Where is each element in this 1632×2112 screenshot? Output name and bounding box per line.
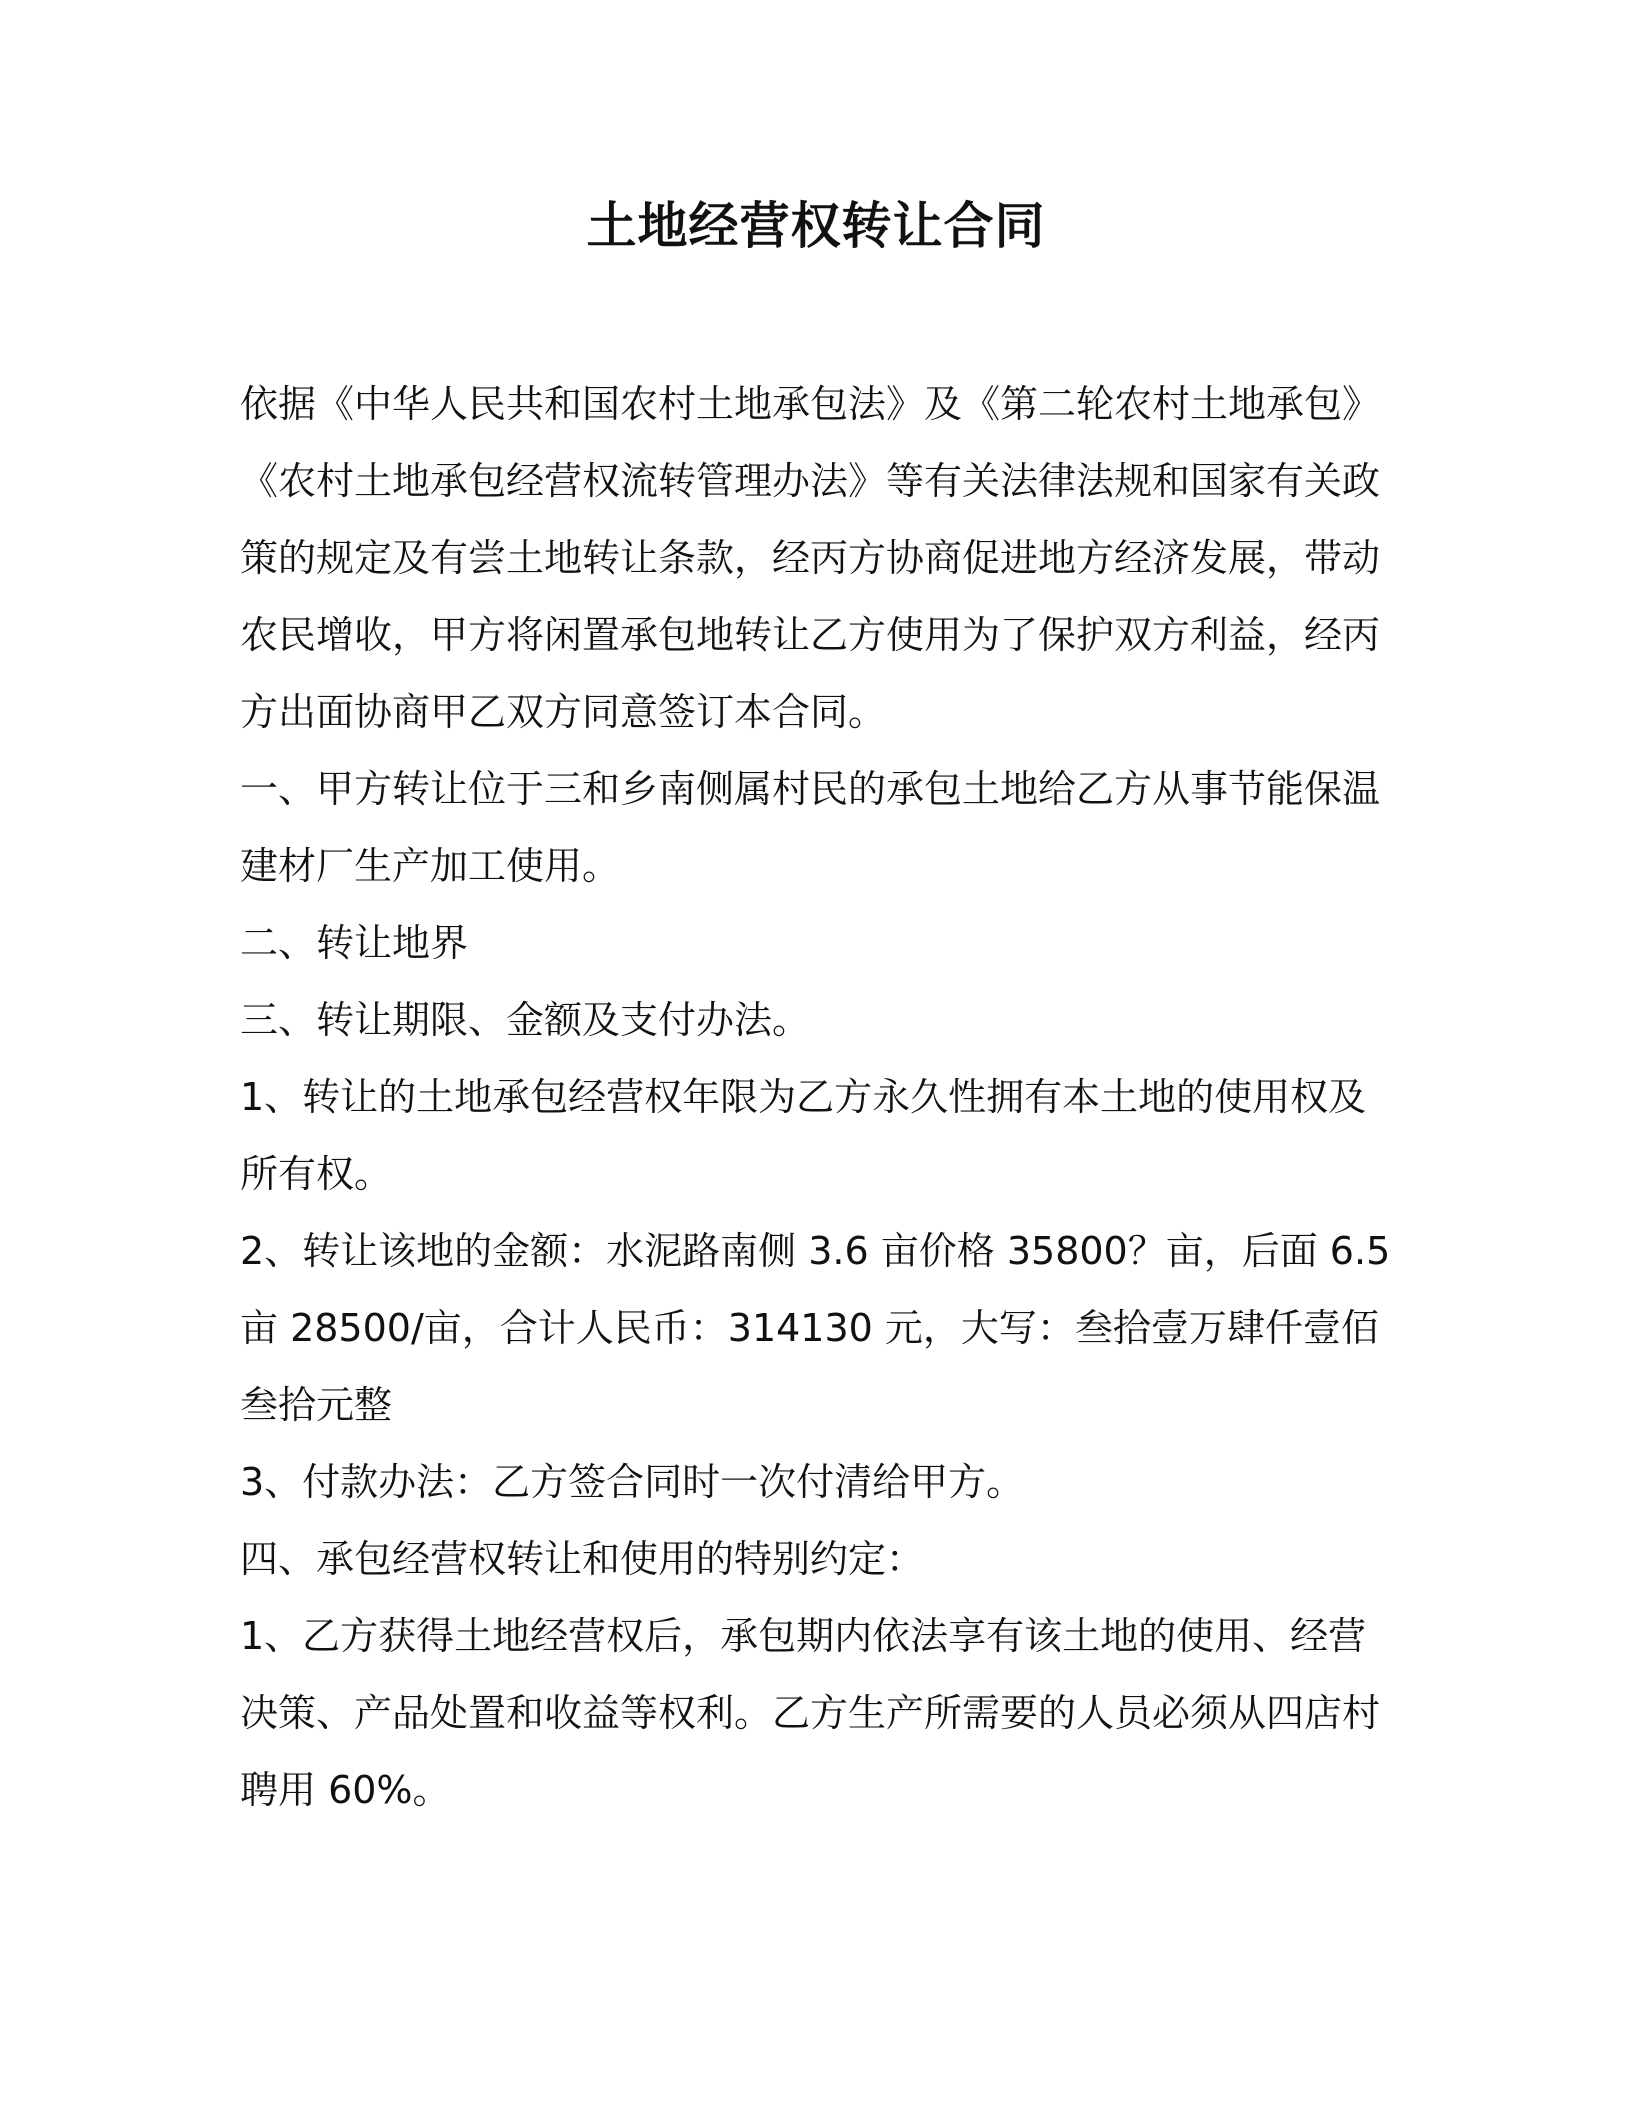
- paragraph-section-1: 一、甲方转让位于三和乡南侧属村民的承包土地给乙方从事节能保温建材厂生产加工使用。: [240, 767, 1381, 888]
- paragraph-rights: 1、乙方获得土地经营权后，承包期内依法享有该土地的使用、经营决策、产品处置和收益等权利。乙方生产所需要的人员必须从四店村聘用 60%。: [240, 1614, 1381, 1812]
- document-title: 土地经营权转让合同: [586, 197, 1046, 255]
- paragraph-payment: 3、付款办法：乙方签合同时一次付清给甲方。: [240, 1460, 1025, 1504]
- paragraph-section-3: 三、转让期限、金额及支付办法。: [240, 998, 811, 1042]
- paragraph-section-2: 二、转让地界: [240, 921, 469, 965]
- document-body: [240, 366, 1400, 1829]
- paragraph-term: 1、转让的土地承包经营权年限为乙方永久性拥有本土地的使用权及所有权。: [240, 1075, 1367, 1196]
- paragraph-section-4: 四、承包经营权转让和使用的特别约定：: [240, 1537, 925, 1581]
- paragraph-amount: 2、转让该地的金额：水泥路南侧 3.6 亩价格 35800？亩，后面 6.5 亩 28500/亩，合计人民币：314130 元，大写：叁拾壹万肆仟壹佰叁拾元整: [240, 1229, 1391, 1427]
- paragraph-preamble: 依据《中华人民共和国农村土地承包法》及《第二轮农村土地承包》《农村土地承包经营权流转管理办法》等有关法律法规和国家有关政策的规定及有尝土地转让条款，经丙方协商促进地方经济发展，带动农民增收，甲方将闲置承包地转让乙方使用为了保护双方利益，经丙方出面协商甲乙双方同意签订本合同。: [240, 382, 1381, 734]
